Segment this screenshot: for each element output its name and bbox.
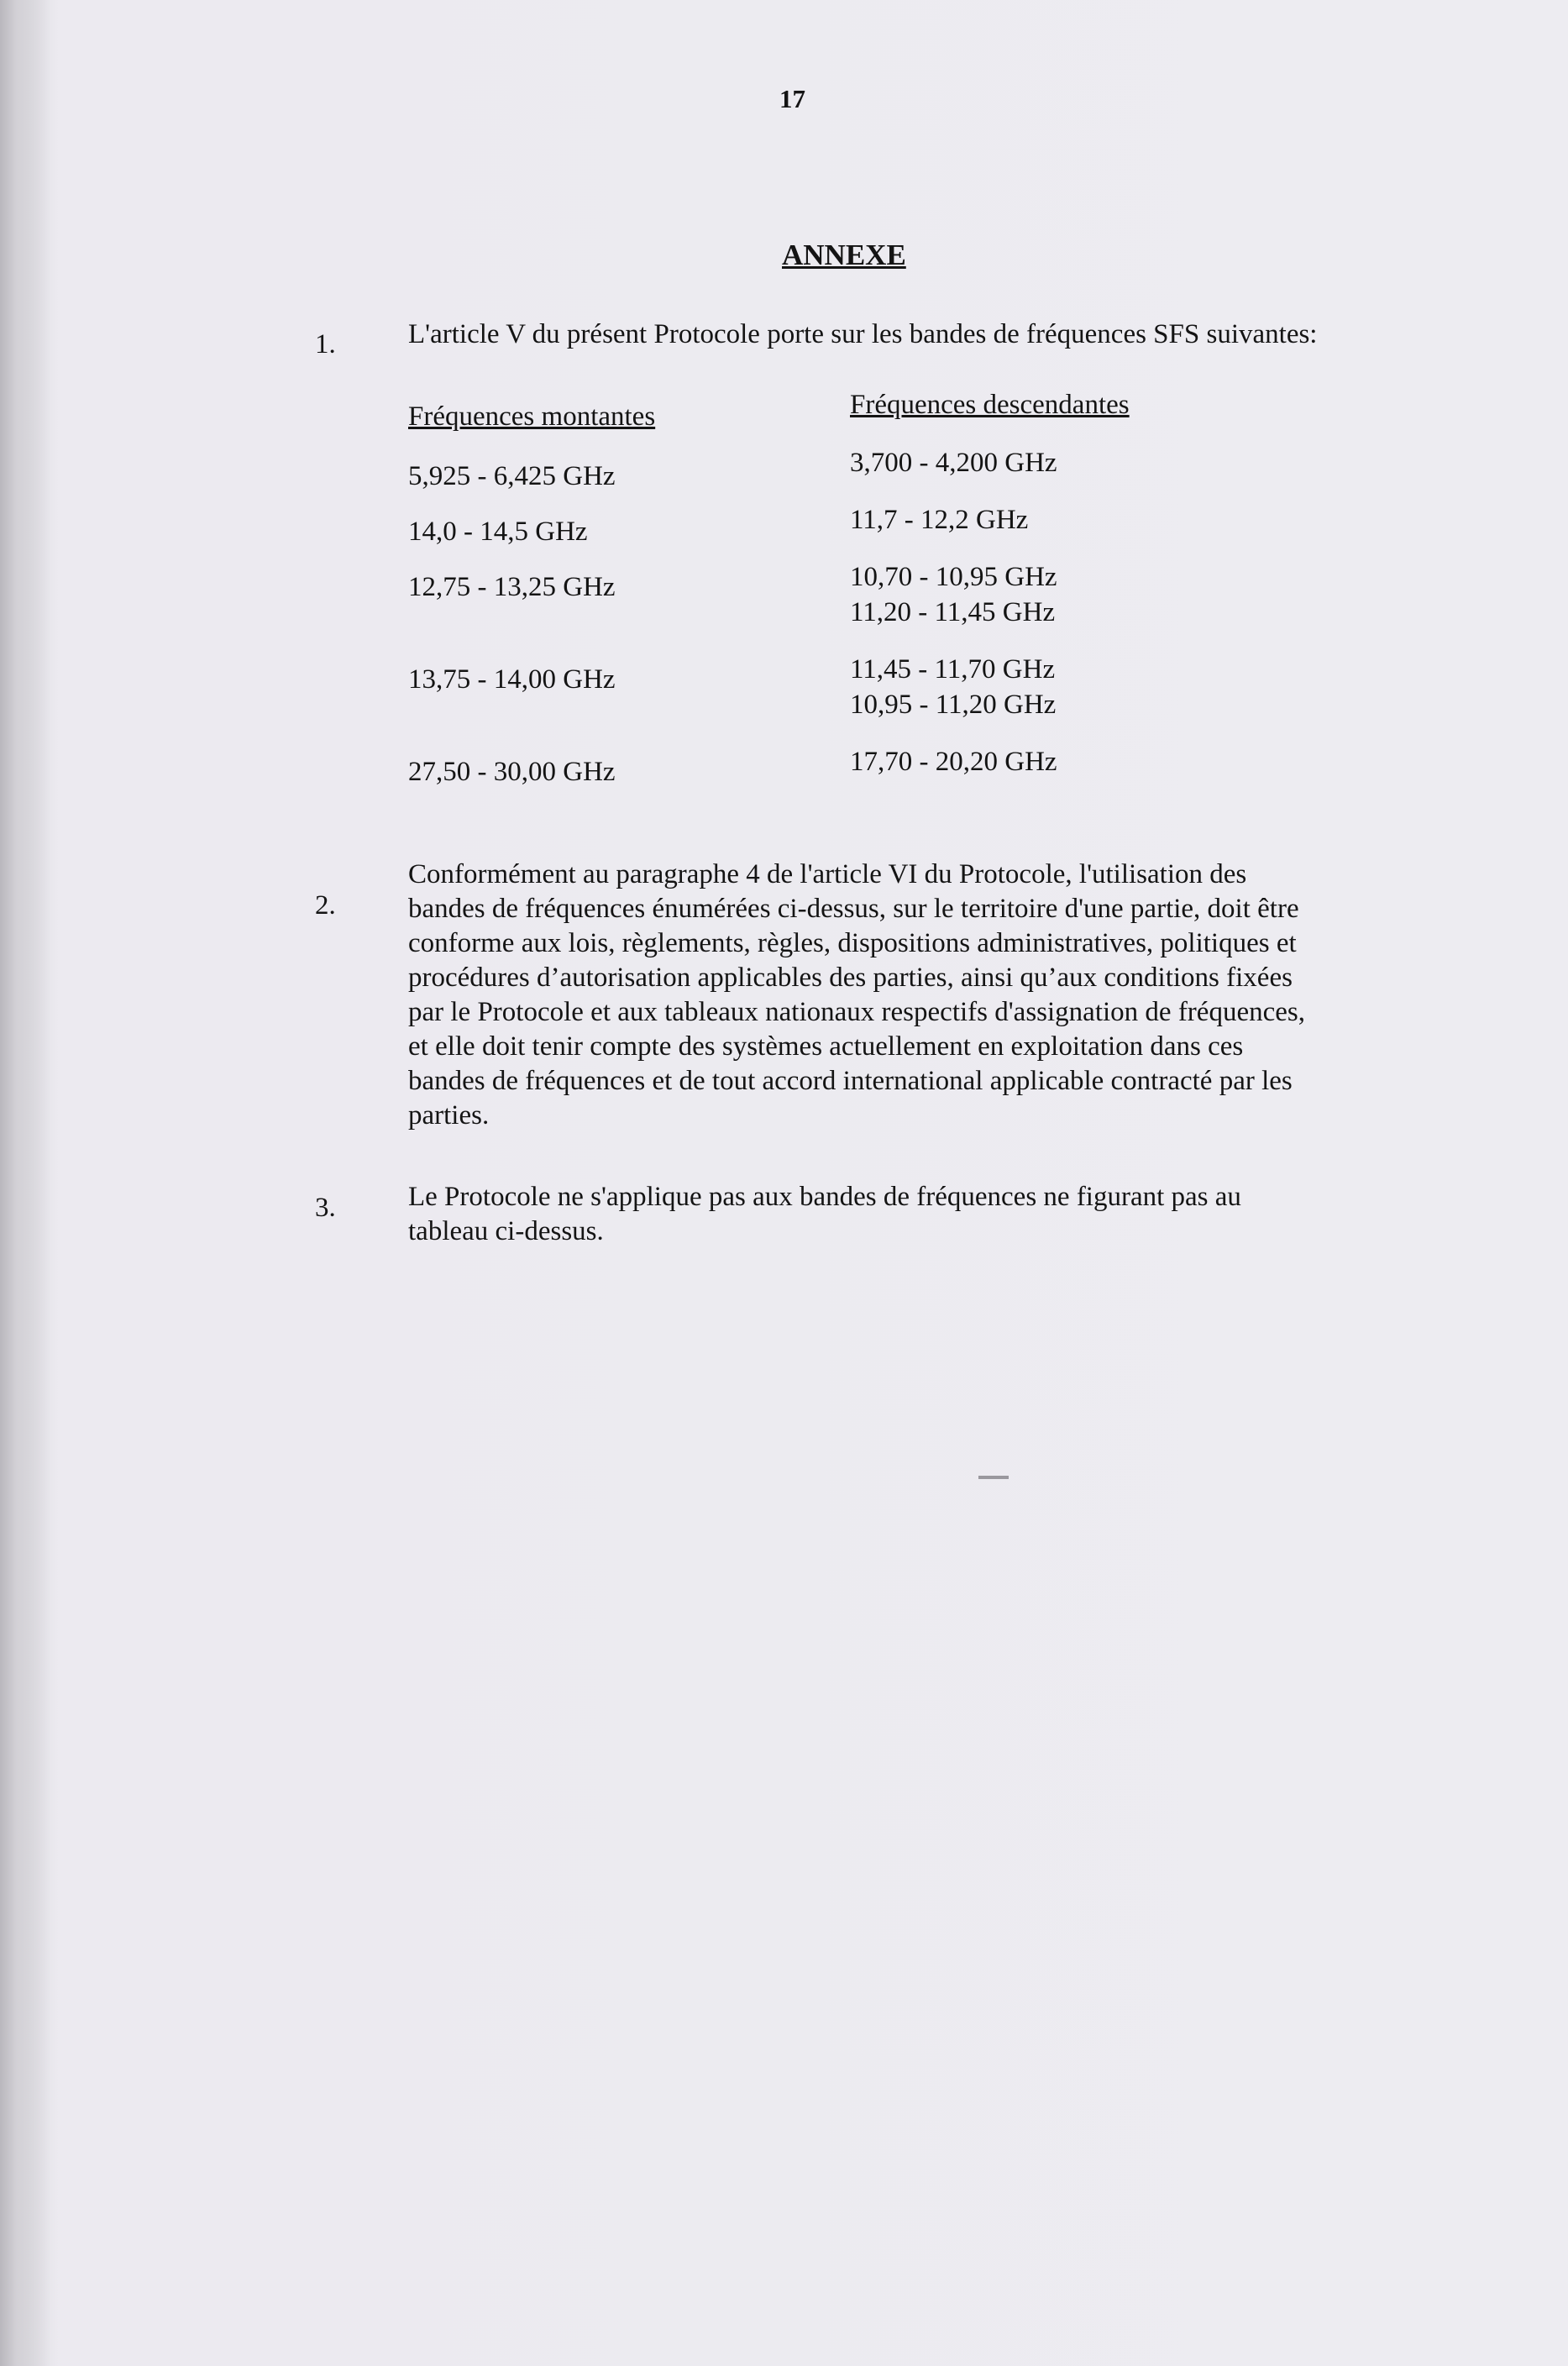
uplink-band-4: 13,75 - 14,00 GHz [408,664,616,695]
item-2-line: par le Protocole et aux tableaux nationaux respectifs d'assignation de fréquences, [408,997,1305,1027]
uplink-band-2: 14,0 - 14,5 GHz [408,517,588,547]
item-2-line: parties. [408,1100,490,1131]
downlink-band-3b: 11,20 - 11,45 GHz [850,597,1056,627]
item-1-text: L'article V du présent Protocole porte sur les bandes de fréquences SFS suivantes: [408,319,1318,349]
stray-mark [978,1476,1009,1479]
annex-title: ANNEXE [782,239,906,271]
item-3-line: Le Protocole ne s'applique pas aux bandes de fréquences ne figurant pas au [408,1182,1241,1212]
downlink-band-1: 3,700 - 4,200 GHz [850,448,1057,478]
item-2-line: bandes de fréquences et de tout accord international applicable contracté par les [408,1066,1293,1096]
item-2-line: procédures d’autorisation applicables des parties, ainsi qu’aux conditions fixées [408,963,1293,993]
downlink-band-4a: 11,45 - 11,70 GHz [850,654,1056,685]
table-header-uplink: Fréquences montantes [408,401,656,432]
item-2-number: 2. [315,890,336,921]
item-3-number: 3. [315,1193,336,1223]
item-2-paragraph [408,858,1391,1133]
downlink-band-5: 17,70 - 20,20 GHz [850,747,1057,777]
page-spine-shadow [0,0,50,2366]
item-3-paragraph [408,1180,1391,1249]
page-number: 17 [779,84,805,113]
item-2-line: et elle doit tenir compte des systèmes actuellement en exploitation dans ces [408,1031,1244,1062]
downlink-band-3a: 10,70 - 10,95 GHz [850,562,1057,592]
uplink-band-5: 27,50 - 30,00 GHz [408,757,616,787]
table-header-downlink: Fréquences descendantes [850,390,1130,420]
item-2-line: Conformément au paragraphe 4 de l'article VI du Protocole, l'utilisation des [408,859,1247,889]
item-2-line: bandes de fréquences énumérées ci-dessus, sur le territoire d'une partie, doit être [408,894,1299,924]
downlink-band-2: 11,7 - 12,2 GHz [850,505,1029,535]
uplink-band-1: 5,925 - 6,425 GHz [408,461,616,491]
item-2-line: conforme aux lois, règlements, règles, dispositions administratives, politiques et [408,928,1297,958]
item-1-number: 1. [315,329,336,359]
uplink-band-3: 12,75 - 13,25 GHz [408,572,616,602]
item-3-line: tableau ci-dessus. [408,1216,604,1246]
downlink-band-4b: 10,95 - 11,20 GHz [850,690,1057,720]
